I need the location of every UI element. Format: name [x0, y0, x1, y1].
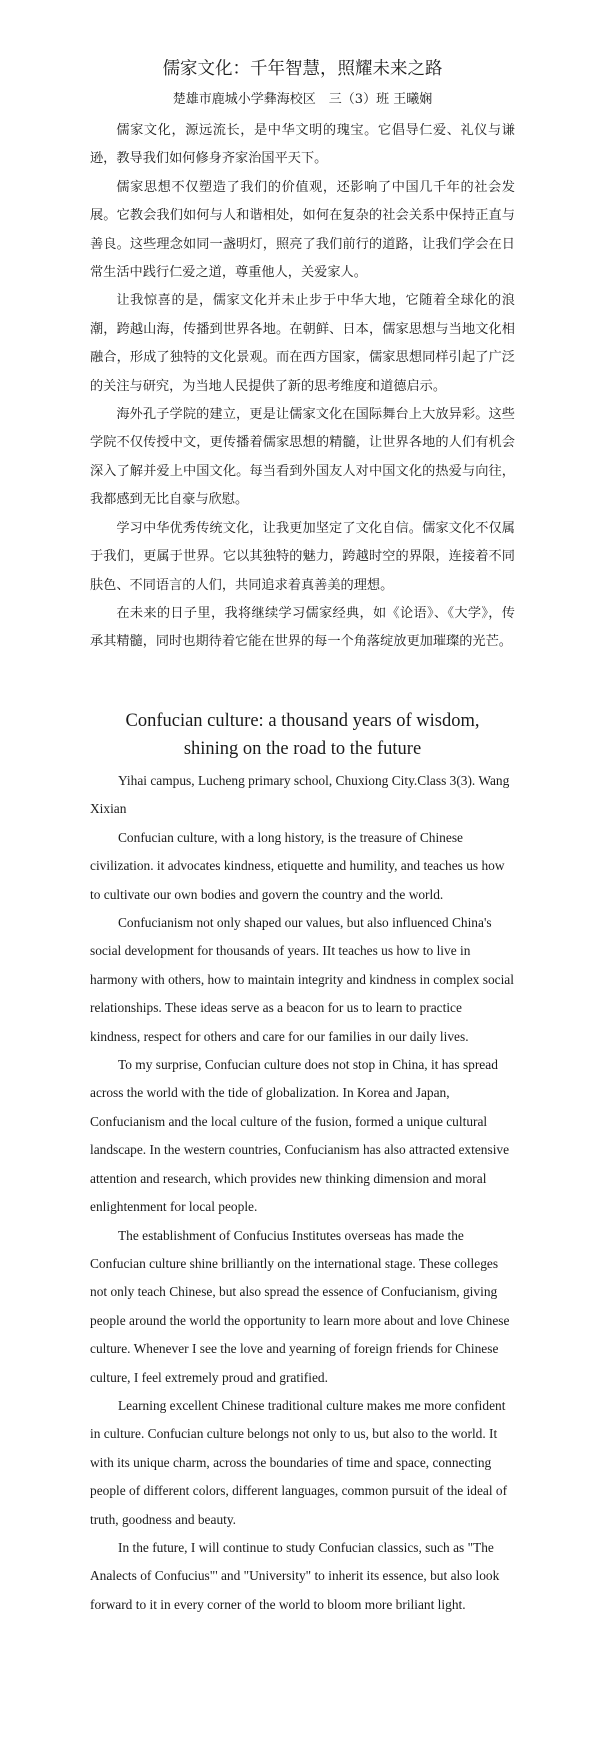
english-title: [90, 707, 515, 763]
english-title-line-2: shining on the road to the future: [183, 739, 422, 759]
english-paragraph: To my surprise, Confucian culture does not stop in China, it has spread across the world with the tide of globalization. In Korea and Japan, Confucianism and the local culture of the fusion, formed a unique cultural landscape. In the western countries, Confucianism has also attracted extensive attention and research, which provides new thinking dimension and moral enlightenment for local people.: [90, 1057, 510, 1215]
english-paragraph: Confucianism not only shaped our values, but also influenced China's social development for thousands of years. IIt teaches us how to live in harmony with others, how to maintain integrity and kindness in complex social relationships. These ideas serve as a beacon for us to learn to practice kindness, respect for others and care for our families in our daily lives.: [90, 915, 514, 1044]
chinese-paragraph: 儒家文化，源远流长，是中华文明的瑰宝。它倡导仁爱、礼仪与谦逊，教导我们如何修身齐家治国平天下。: [90, 123, 515, 167]
english-author-line: Yihai campus, Lucheng primary school, Chuxiong City.Class 3(3). Wang Xixian: [90, 773, 510, 817]
english-paragraph: In the future, I will continue to study Confucian classics, such as "The Analects of Confucius"' and "University" to inherit its essence, but also look forward to it in every corner of the world to bloom more briliant light.: [90, 1539, 500, 1612]
chinese-paragraph: 让我惊喜的是，儒家文化并未止步于中华大地，它随着全球化的浪潮，跨越山海，传播到世界各地。在朝鲜、日本，儒家思想与当地文化相融合，形成了独特的文化景观。而在西方国家，儒家思想同样引起了广泛的关注与研究，为当地人民提供了新的思考维度和道德启示。: [90, 293, 515, 394]
english-essay-body: [90, 767, 515, 1619]
chinese-paragraph: 海外孔子学院的建立，更是让儒家文化在国际舞台上大放异彩。这些学院不仅传授中文，更传播着儒家思想的精髓，让世界各地的人们有机会深入了解并爱上中国文化。每当看到外国友人对中国文化的热爱与向往，我都感到无比自豪与欣慰。: [90, 407, 515, 508]
english-paragraph: Confucian culture, with a long history, is the treasure of Chinese civilization. it advocates kindness, etiquette and humility, and teaches us how to cultivate our own bodies and govern the country and the world.: [90, 829, 505, 902]
chinese-title: 儒家文化：千年智慧，照耀未来之路: [162, 59, 443, 79]
english-title-line-1: Confucian culture: a thousand years of wisdom,: [125, 711, 480, 731]
chinese-paragraph: 儒家思想不仅塑造了我们的价值观，还影响了中国几千年的社会发展。它教会我们如何与人和谐相处，如何在复杂的社会关系中保持正直与善良。这些理念如同一盏明灯，照亮了我们前行的道路，让我们学会在日常生活中践行仁爱之道，尊重他人，关爱家人。: [90, 179, 515, 281]
chinese-paragraph: 学习中华优秀传统文化，让我更加坚定了文化自信。儒家文化不仅属于我们，更属于世界。它以其独特的魅力，跨越时空的界限，连接着不同肤色、不同语言的人们，共同追求着真善美的理想。: [90, 520, 515, 593]
chinese-essay-body: [90, 117, 515, 657]
chinese-author-line: 楚雄市鹿城小学彝海校区 三（3）班 王曦娴: [172, 92, 433, 107]
english-paragraph: Learning excellent Chinese traditional culture makes me more confident in culture. Confucian culture belongs not only to us, but also to the world. It with its unique charm, across the boundaries of time and space, connecting people of different colors, different languages, common pursuit of the ideal of truth, goodness and beauty.: [90, 1397, 508, 1527]
english-paragraph: The establishment of Confucius Institutes overseas has made the Confucian culture shine brilliantly on the international stage. These colleges not only teach Chinese, but also spread the essence of Confucianism, giving people around the world the opportunity to learn more about and love Chinese culture. Whenever I see the love and yearning of foreign friends for Chinese culture, I feel extremely proud and gratified.: [90, 1227, 510, 1385]
chinese-paragraph: 在未来的日子里，我将继续学习儒家经典，如《论语》、《大学》，传承其精髓，同时也期待着它能在世界的每一个角落绽放更加璀璨的光芒。: [90, 605, 515, 650]
